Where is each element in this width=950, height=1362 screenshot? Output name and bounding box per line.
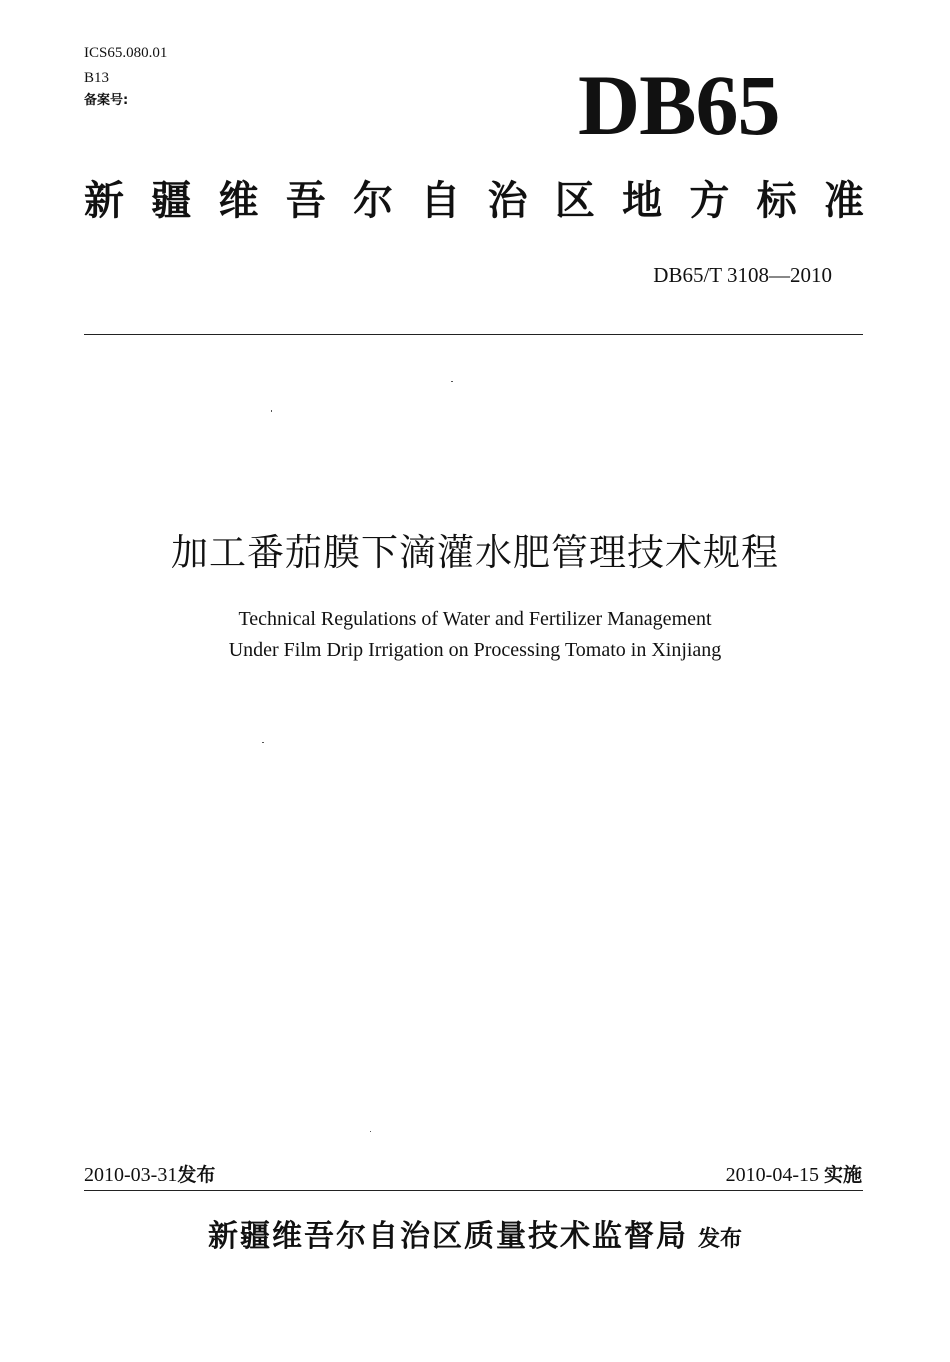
implement-date-label: 实施 <box>823 1164 862 1186</box>
scan-speck <box>262 742 264 743</box>
standard-type-char: 方 <box>689 178 730 224</box>
standard-type-char: 准 <box>823 178 864 224</box>
record-number-label: 备案号: <box>84 93 129 108</box>
publish-date-label: 发布 <box>177 1164 216 1186</box>
ics-code: ICS65.080.01 <box>84 45 168 61</box>
standard-type-char: 维 <box>218 178 259 224</box>
standard-type-char: 吾 <box>285 178 326 224</box>
publisher-line <box>0 1217 950 1260</box>
standard-type-char: 自 <box>420 178 461 224</box>
publisher-name: 新疆维吾尔自治区质量技术监督局 <box>207 1219 688 1254</box>
publisher-suffix: 发布 <box>697 1227 742 1252</box>
document-title-english-line2: Under Film Drip Irrigation on Processing Tomato in Xinjiang <box>228 639 722 661</box>
implement-date <box>726 1162 862 1188</box>
standard-type-char: 标 <box>756 178 797 224</box>
standard-type-char: 尔 <box>353 178 394 224</box>
document-title-chinese: 加工番茄膜下滴灌水肥管理技术规程 <box>171 531 779 574</box>
standard-type-heading <box>84 176 864 226</box>
scan-speck <box>370 1131 371 1132</box>
publish-date-value: 2010-03-31 <box>84 1164 178 1186</box>
classification-code: B13 <box>84 70 110 86</box>
standard-number: DB65/T 3108—2010 <box>653 263 832 287</box>
scan-speck <box>451 381 453 382</box>
standard-type-char: 疆 <box>151 178 192 224</box>
top-divider <box>84 334 863 335</box>
implement-date-value: 2010-04-15 <box>725 1164 819 1186</box>
standard-logo: DB65 <box>578 57 780 153</box>
publish-date <box>84 1162 215 1188</box>
standard-type-char: 治 <box>487 178 528 224</box>
bottom-divider <box>84 1190 863 1191</box>
standard-type-char: 区 <box>554 178 595 224</box>
standard-type-char: 地 <box>622 178 663 224</box>
scan-speck <box>271 410 272 412</box>
standard-type-char: 新 <box>84 178 124 224</box>
document-title-english-line1: Technical Regulations of Water and Fertilizer Management <box>238 608 712 630</box>
